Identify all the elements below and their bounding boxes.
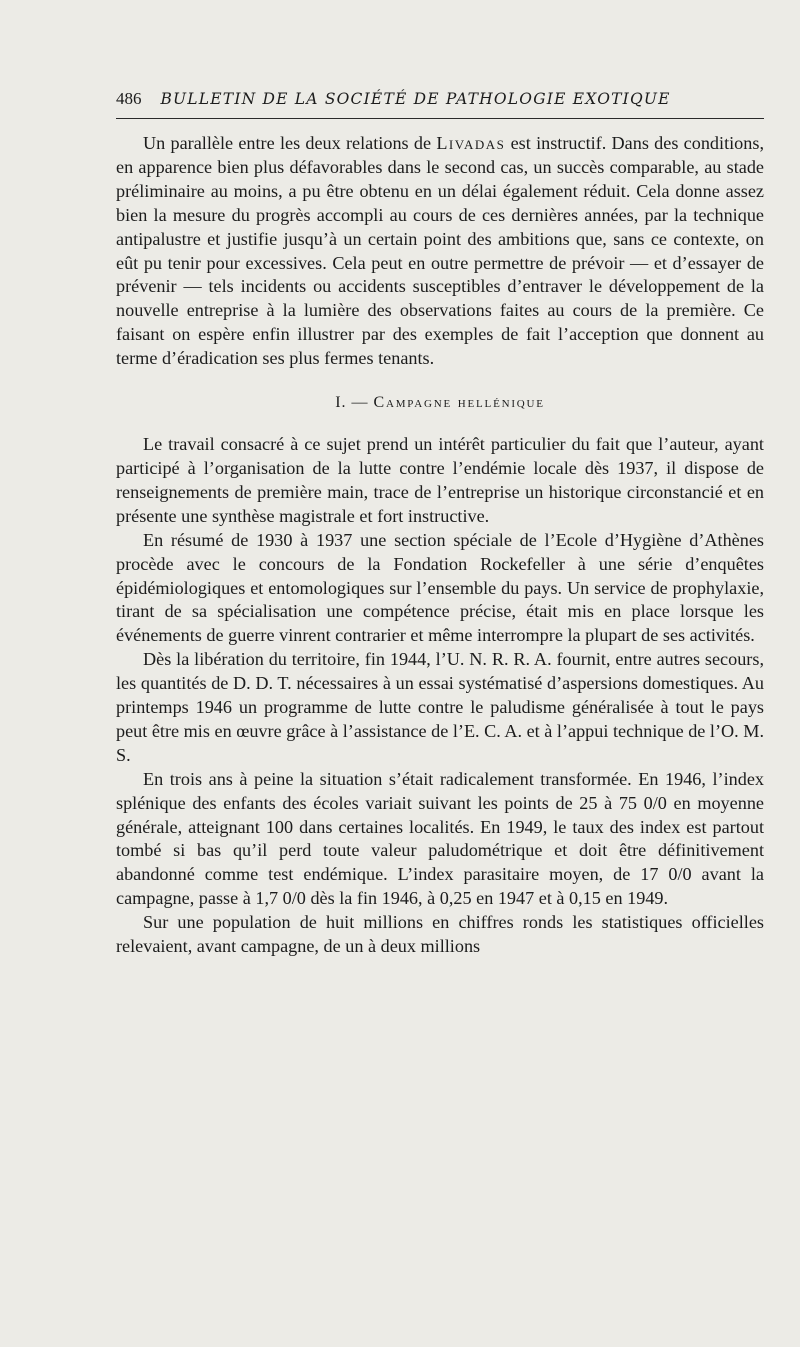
section-heading (116, 392, 764, 414)
paragraph: Sur une population de huit millions en chiffres ronds les statistiques officielles relevaient, avant campagne, de un à deux millions (116, 912, 764, 957)
intro-text-rest: est instructif. Dans des conditions, en apparence bien plus défavorables dans le second cas, un succès comparable, au stade préliminaire au moins, a pu être obtenu en un délai également réduit. Cela donne assez bien la mesure du progrès accompli au cours de ces dernières années, par la technique antipalustre et justifie jusqu’à un certain point des ambitions que, sans ce contexte, on eût pu tenir pour excessives. Cela peut en outre permettre de prévoir — et d’essayer de prévenir — tels incidents ou accidents susceptibles d’entraver le développement de la nouvelle entreprise à la lumière des observations faites au cours de la première. Ce faisant on espère enfin illustrer par des exemples de fait l’acception que donnent au terme d’éradication ses plus fermes tenants. (116, 133, 764, 369)
paragraph: Dès la libération du territoire, fin 1944, l’U. N. R. R. A. fournit, entre autres secours, les quantités de D. D. T. nécessaires à un essai systématisé d’aspersions domestiques. Au printemps 1946 un programme de lutte contre le paludisme généralisée à tout le pays peut être mis en œuvre grâce à l’assistance de l’E. C. A. et à l’appui technique de l’O. M. S. (116, 649, 764, 765)
body-text (116, 132, 764, 959)
cited-author: Livadas (436, 133, 506, 153)
section-number: I. — (335, 394, 369, 412)
paragraph: En trois ans à peine la situation s’était radicalement transformée. En 1946, l’index splénique des enfants des écoles variait suivant les points de 25 à 75 0/0 en moyenne générale, atteignant 100 dans certaines localités. En 1949, le taux des index est partout tombé si bas qu’il perd toute valeur paludométrique et doit être définitivement abandonné comme test endémique. L’index parasitaire moyen, de 17 0/0 avant la campagne, passe à 1,7 0/0 dès la fin 1946, à 0,25 en 1947 et à 0,15 en 1949. (116, 768, 764, 909)
intro-text-start: Un parallèle entre les deux relations de (143, 133, 437, 153)
section-title: Campagne hellénique (373, 394, 545, 412)
header-rule (116, 118, 764, 119)
running-title: BULLETIN DE LA SOCIÉTÉ DE PATHOLOGIE EXOTIQUE (160, 90, 671, 108)
paragraph: En résumé de 1930 à 1937 une section spéciale de l’Ecole d’Hygiène d’Athènes procède avec le concours de la Fondation Rockefeller à une série d’enquêtes épidémiologiques et entomologiques sur l’ensemble du pays. Un service de prophylaxie, tirant de sa spécialisation une compétence précise, était mis en place lorsque les événements de guerre vinrent contrarier et même interrompre la plupart de ses activités. (116, 529, 764, 646)
paragraph: Le travail consacré à ce sujet prend un intérêt particulier du fait que l’auteur, ayant participé à l’organisation de la lutte contre l’endémie locale dès 1937, il dispose de renseignements de première main, trace de l’entreprise un historique circonstancié et en présente une synthèse magistrale et fort instructive. (116, 434, 764, 526)
running-header (116, 88, 764, 110)
page-number: 486 (116, 89, 142, 108)
intro-paragraph (116, 132, 764, 371)
